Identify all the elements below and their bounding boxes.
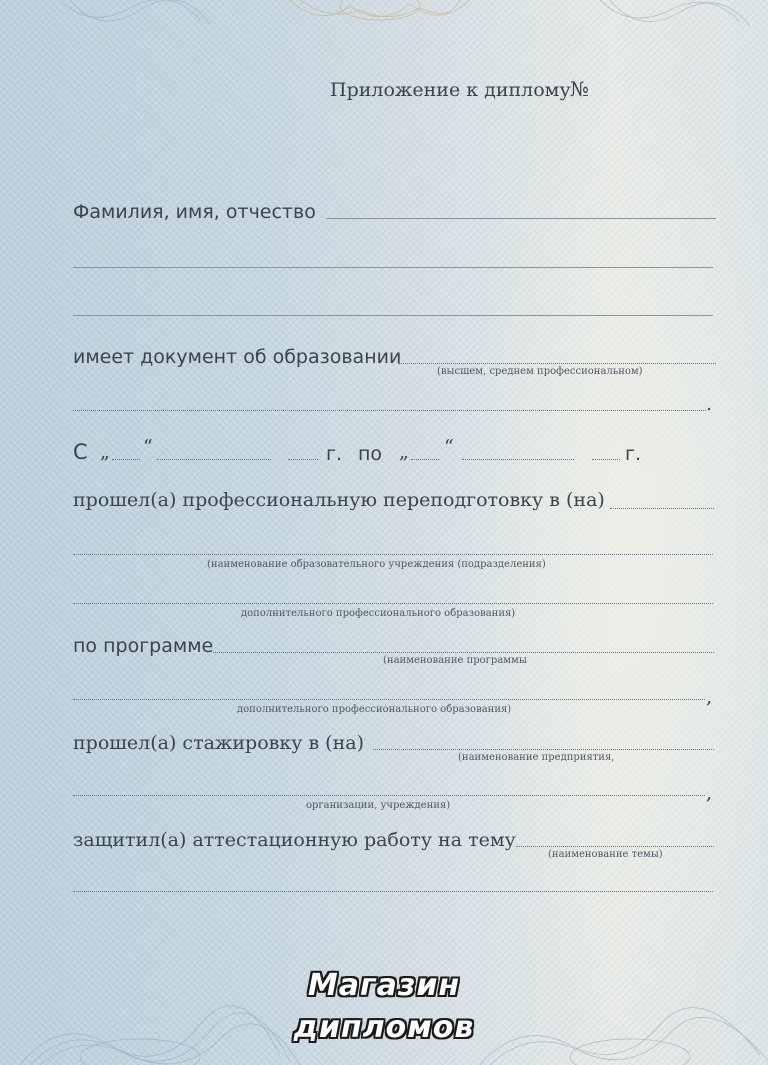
- start-month-field[interactable]: [157, 459, 271, 460]
- internship-comma: ,: [706, 782, 713, 804]
- education-label: имеет документ об образовании: [73, 346, 402, 368]
- additional-education-hint: дополнительного профессионального образования): [241, 608, 516, 619]
- retraining-field-line-1[interactable]: [610, 508, 714, 509]
- number-sign: №: [570, 77, 589, 101]
- start-year-field[interactable]: [288, 459, 318, 460]
- diploma-number-field[interactable]: [600, 97, 670, 98]
- quote-open-1: „: [100, 441, 110, 463]
- fio-field-line-3[interactable]: [73, 315, 713, 316]
- internship-label: прошел(а) стажировку в (на): [73, 732, 365, 754]
- program-label: по программе: [73, 635, 214, 657]
- watermark-line-2: дипломов: [293, 1010, 475, 1045]
- internship-field-line-2[interactable]: [73, 795, 705, 796]
- program-field-line-1[interactable]: [213, 652, 714, 653]
- start-day-field[interactable]: [112, 459, 140, 460]
- end-year-label: г.: [625, 443, 642, 465]
- thesis-field-line-2[interactable]: [73, 891, 713, 892]
- program-hint: (наименование программы: [383, 655, 527, 666]
- education-hint: (высшем, среднем профессиональном): [437, 366, 643, 377]
- top-ornament: [0, 0, 768, 40]
- program-field-line-2[interactable]: [73, 699, 705, 700]
- quote-open-2: „: [399, 441, 409, 463]
- quote-close-1: “: [143, 436, 153, 458]
- retraining-label: прошел(а) профессиональную переподготовку в (на): [73, 489, 605, 511]
- thesis-label: защитил(а) аттестационную работу на тему: [73, 829, 516, 851]
- thesis-field-line-1[interactable]: [516, 846, 714, 847]
- period-mark: .: [706, 393, 713, 415]
- institution-field-line-2[interactable]: [73, 603, 713, 604]
- institution-field-line[interactable]: [73, 554, 713, 555]
- institution-hint: (наименование образовательного учреждения (подразделения): [207, 559, 546, 570]
- education-field-line-1[interactable]: [398, 363, 716, 364]
- period-to-label: по: [358, 443, 383, 465]
- program-continued-hint: дополнительного профессионального образования): [237, 704, 512, 715]
- start-year-label: г.: [326, 443, 343, 465]
- document-title: Приложение к диплому: [330, 79, 571, 101]
- quote-close-2: “: [444, 436, 454, 458]
- education-field-line-2[interactable]: [73, 410, 706, 411]
- fio-label: Фамилия, имя, отчество: [73, 201, 316, 223]
- thesis-hint: (наименование темы): [548, 849, 663, 860]
- end-year-field[interactable]: [592, 459, 620, 460]
- program-comma: ,: [706, 686, 713, 708]
- end-month-field[interactable]: [462, 459, 574, 460]
- watermark-line-1: Магазин: [307, 968, 461, 1003]
- fio-field-line-2[interactable]: [73, 267, 713, 268]
- internship-field-line-1[interactable]: [373, 749, 714, 750]
- end-day-field[interactable]: [411, 459, 439, 460]
- fio-field-line-1[interactable]: [326, 218, 716, 219]
- enterprise-hint: (наименование предприятия,: [458, 752, 615, 763]
- period-from-label: С: [73, 440, 88, 464]
- organization-hint: организации, учреждения): [306, 800, 451, 811]
